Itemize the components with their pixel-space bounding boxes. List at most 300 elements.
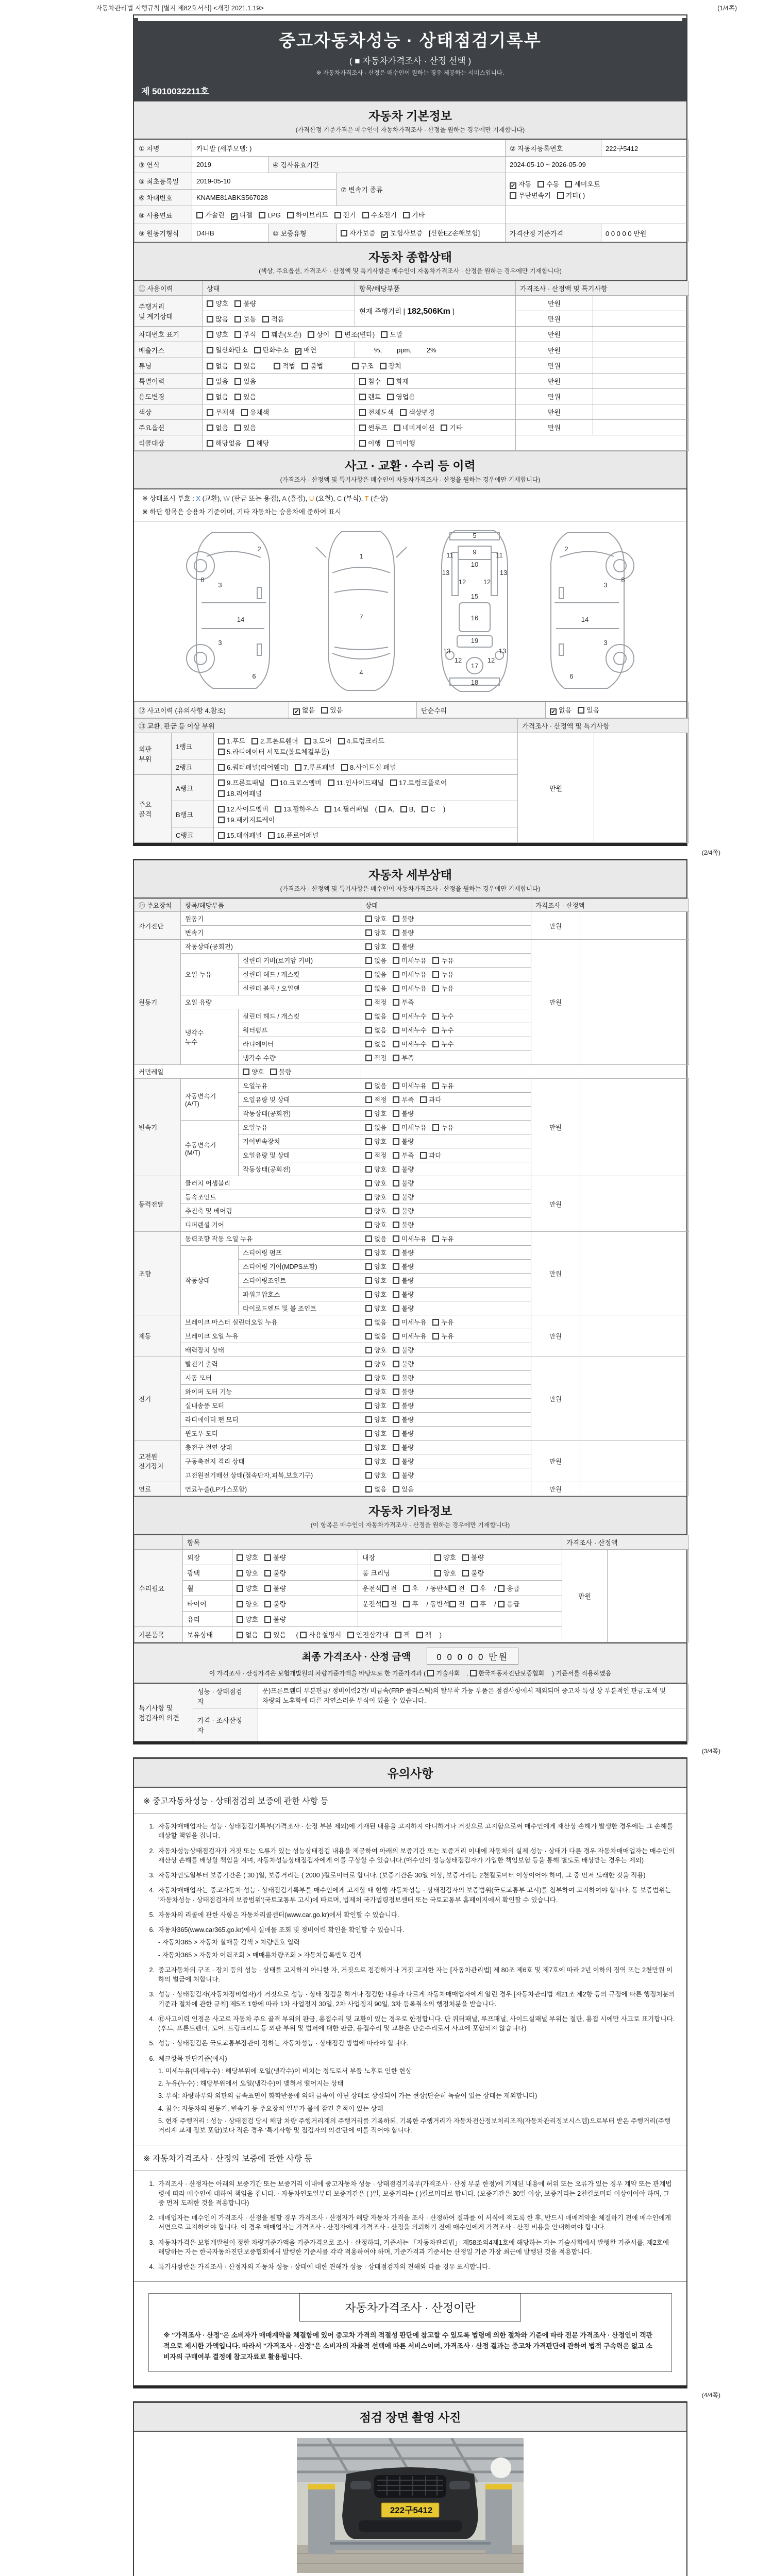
checkbox-option[interactable]: 양호 [237,1598,258,1609]
checkbox-option[interactable]: 없음 [365,1122,386,1132]
checkbox-icon[interactable] [365,1486,372,1493]
checkbox-icon[interactable] [352,363,359,369]
checkbox-icon[interactable] [400,806,407,812]
checkbox-icon[interactable] [427,1670,434,1676]
checkbox-option[interactable]: 불량 [393,1303,414,1313]
checkbox-icon[interactable] [393,1458,399,1465]
checkbox-icon[interactable] [393,1347,399,1353]
checkbox-option[interactable]: 미세누유 [393,1331,426,1341]
checkbox-option[interactable]: 양호 [365,1289,386,1299]
checkbox-option[interactable]: 없음 [237,1629,258,1640]
checkbox-option[interactable]: 수소전기 [362,209,397,220]
checkbox-option[interactable]: 불량 [393,1456,414,1466]
checkbox-icon[interactable] [393,1291,399,1298]
checkbox-option[interactable]: 양호 [365,1303,386,1313]
checkbox-option[interactable]: 양호 [365,1470,386,1480]
checkbox-icon[interactable] [247,440,254,447]
checkbox-option[interactable]: 부식 [234,329,256,340]
checkbox-icon[interactable] [393,943,399,950]
checkbox-icon[interactable] [262,316,269,323]
checkbox-option[interactable]: 일산화탄소 [207,344,248,355]
checkbox-option[interactable]: 양호 [365,1136,386,1146]
checkbox-option[interactable]: 불량 [393,1414,414,1425]
checkbox-icon[interactable] [393,1263,399,1270]
checkbox-icon[interactable] [365,1152,372,1159]
checkbox-icon[interactable] [262,331,269,338]
checkbox-option[interactable]: 불량 [393,1386,414,1397]
checkbox-icon[interactable] [234,378,241,385]
checkbox-icon[interactable] [365,916,372,922]
checkbox-icon[interactable] [234,425,241,431]
checkbox-option[interactable]: 양호 [365,1192,386,1202]
checkbox-icon[interactable] [393,1319,399,1326]
checkbox-icon[interactable] [441,425,447,431]
checked-checkbox-icon[interactable] [293,708,300,715]
checkbox-option[interactable]: 부족 [393,997,414,1007]
checkbox-icon[interactable] [365,985,372,992]
checkbox-icon[interactable] [432,1333,439,1340]
checkbox-option[interactable]: 양호 [365,941,386,952]
checkbox-option[interactable]: 불량 [393,1108,414,1118]
checkbox-option[interactable]: 한국자동차진단보증협회 [470,1668,545,1678]
checkbox-option[interactable]: 적정 [365,1053,386,1063]
checkbox-icon[interactable] [207,347,213,353]
checkbox-icon[interactable] [432,971,439,978]
checkbox-icon[interactable] [393,999,399,1006]
checkbox-icon[interactable] [237,1570,243,1577]
checkbox-option[interactable]: 누수 [432,1039,453,1049]
checkbox-icon[interactable] [379,806,385,812]
checkbox-icon[interactable] [432,1041,439,1047]
checkbox-icon[interactable] [268,832,275,839]
checkbox-icon[interactable] [393,1472,399,1479]
checkbox-option[interactable]: 세미오토 [565,178,600,189]
checkbox-option[interactable]: 양호 [365,1414,386,1425]
checkbox-option[interactable]: 없음 [207,376,228,386]
checkbox-option[interactable]: 탄화수소 [254,344,289,355]
checkbox-icon[interactable] [393,1027,399,1033]
checked-checkbox-icon[interactable] [295,348,301,355]
checkbox-option[interactable]: 양호 [434,1552,456,1563]
checkbox-icon[interactable] [234,300,241,307]
checkbox-icon[interactable] [264,1601,271,1607]
checkbox-icon[interactable] [387,394,394,400]
checked-checkbox-icon[interactable] [550,708,557,715]
checkbox-icon[interactable] [393,1430,399,1437]
checkbox-icon[interactable] [287,212,294,218]
checkbox-icon[interactable] [393,1416,399,1423]
checkbox-icon[interactable] [382,1601,389,1607]
checkbox-icon[interactable] [334,212,341,218]
checkbox-option[interactable]: 없음 [207,391,228,402]
checkbox-icon[interactable] [578,707,584,714]
checkbox-option[interactable]: 누유 [432,969,453,979]
checkbox-icon[interactable] [237,1616,243,1623]
checkbox-option[interactable]: 화재 [387,376,409,386]
checkbox-option[interactable]: 1.후드 [218,735,245,746]
checkbox-icon[interactable] [264,1585,271,1592]
checkbox-icon[interactable] [365,1319,372,1326]
checkbox-icon[interactable] [393,1055,399,1061]
checkbox-icon[interactable] [393,1180,399,1187]
checkbox-icon[interactable] [325,806,331,812]
checkbox-icon[interactable] [218,764,225,771]
checkbox-option[interactable]: 불량 [393,1261,414,1272]
checkbox-icon[interactable] [234,316,241,323]
checkbox-option[interactable]: 불량 [264,1614,286,1624]
checkbox-icon[interactable] [341,764,348,771]
checkbox-icon[interactable] [365,971,372,978]
checkbox-icon[interactable] [207,300,213,307]
checkbox-option[interactable]: 양호 [365,1386,386,1397]
checkbox-icon[interactable] [237,1601,243,1607]
checkbox-option[interactable]: 불량 [393,1428,414,1438]
checkbox-icon[interactable] [300,1632,307,1638]
checkbox-option[interactable]: 불량 [393,1178,414,1188]
checkbox-icon[interactable] [207,331,213,338]
checkbox-option[interactable]: 전 [382,1598,397,1609]
checkbox-option[interactable]: 전 [449,1583,465,1594]
checkbox-icon[interactable] [432,1082,439,1089]
checkbox-option[interactable]: 불량 [264,1552,286,1563]
checkbox-icon[interactable] [432,1235,439,1242]
checkbox-option[interactable]: 후 [471,1598,486,1609]
checkbox-option[interactable]: 양호 [365,1456,386,1466]
checkbox-option[interactable]: 전 [449,1598,465,1609]
checkbox-option[interactable]: 적정 [365,1150,386,1160]
checkbox-option[interactable]: 없음 [365,1039,386,1049]
checkbox-icon[interactable] [328,779,334,786]
checkbox-option[interactable]: 미세누유 [393,955,426,965]
checkbox-option[interactable]: 안전삼각대 [347,1629,389,1640]
checkbox-option[interactable]: 9.프론트패널 [218,777,265,788]
checkbox-icon[interactable] [387,440,394,447]
checkbox-option[interactable]: 변조(변타) [335,329,375,340]
checkbox-option[interactable]: 불법 [301,360,323,371]
checkbox-icon[interactable] [264,1554,271,1561]
checkbox-option[interactable]: 기타 [441,422,462,433]
checkbox-icon[interactable] [362,212,369,218]
checkbox-option[interactable]: 불량 [393,1247,414,1258]
checkbox-option[interactable]: 양호 [237,1552,258,1563]
checkbox-icon[interactable] [381,331,388,338]
checkbox-icon[interactable] [264,1570,271,1577]
checkbox-icon[interactable] [365,1124,372,1131]
checkbox-icon[interactable] [359,409,366,416]
checkbox-option[interactable]: 미이행 [387,437,415,448]
checkbox-icon[interactable] [359,440,366,447]
checkbox-option[interactable]: 12.사이드멤버 [218,803,268,814]
checkbox-option[interactable]: 불량 [234,298,256,309]
checkbox-icon[interactable] [237,1554,243,1561]
checkbox-icon[interactable] [359,394,366,400]
checkbox-option[interactable]: 불량 [393,1442,414,1452]
checkbox-option[interactable]: 유채색 [241,406,270,417]
checkbox-icon[interactable] [365,1472,372,1479]
checkbox-option[interactable]: 가솔린 [196,209,225,220]
price-appraisal-select[interactable]: ( ■ 자동차가격조사 · 산정 선택 ) [349,56,472,66]
checkbox-icon[interactable] [537,181,544,188]
checkbox-option[interactable]: 17.트렁크플로어 [390,777,447,788]
checkbox-option[interactable]: 10.크로스멤버 [271,777,322,788]
checkbox-option[interactable]: 침수 [359,376,381,386]
checkbox-icon[interactable] [403,1585,410,1592]
checkbox-icon[interactable] [365,1110,372,1117]
checkbox-icon[interactable] [359,378,366,385]
checkbox-option[interactable]: ✔ 매연 [295,344,316,355]
checkbox-icon[interactable] [341,230,347,236]
checkbox-icon[interactable] [234,363,241,369]
checkbox-icon[interactable] [251,738,258,744]
checkbox-icon[interactable] [218,817,225,823]
checkbox-icon[interactable] [270,1069,277,1075]
checkbox-icon[interactable] [365,1222,372,1228]
checkbox-option[interactable]: 미세누유 [393,969,426,979]
checkbox-option[interactable]: 없음 [365,1011,386,1021]
checkbox-icon[interactable] [395,1632,401,1638]
checkbox-option[interactable]: 8.사이드실 패널 [341,761,396,772]
checkbox-icon[interactable] [393,1388,399,1395]
checked-checkbox-icon[interactable] [231,213,238,220]
checkbox-icon[interactable] [365,1235,372,1242]
checkbox-icon[interactable] [393,1082,399,1089]
checkbox-icon[interactable] [218,738,225,744]
checkbox-icon[interactable] [275,806,281,812]
checkbox-option[interactable]: 적정 [365,1094,386,1105]
checkbox-option[interactable]: 누유 [432,1331,453,1341]
checkbox-option[interactable]: 7.루프패널 [295,761,335,772]
checkbox-option[interactable]: 없음 [365,1080,386,1091]
checkbox-option[interactable]: 불량 [393,913,414,924]
checkbox-option[interactable]: B, [400,805,415,814]
checkbox-icon[interactable] [365,1291,372,1298]
checkbox-option[interactable]: 양호 [365,1275,386,1285]
checkbox-option[interactable]: 부족 [393,1150,414,1160]
checkbox-option[interactable]: 후 [403,1583,418,1594]
checkbox-icon[interactable] [393,1486,399,1493]
checkbox-option[interactable]: 양호 [365,1247,386,1258]
checkbox-option[interactable]: 4.트렁크리드 [338,735,385,746]
checkbox-option[interactable]: 양호 [365,1164,386,1174]
checkbox-option[interactable]: 도말 [381,329,402,340]
checkbox-icon[interactable] [393,957,399,964]
checkbox-icon[interactable] [365,1375,372,1381]
checkbox-icon[interactable] [359,425,366,431]
checkbox-icon[interactable] [207,378,213,385]
checkbox-option[interactable]: LPG [259,211,281,219]
checkbox-icon[interactable] [365,1055,372,1061]
checkbox-icon[interactable] [393,1013,399,1020]
checkbox-icon[interactable] [365,1361,372,1367]
checkbox-icon[interactable] [365,1333,372,1340]
checkbox-icon[interactable] [432,957,439,964]
checkbox-option[interactable]: 6.쿼터패널(리어휀더) [218,761,289,772]
checkbox-icon[interactable] [234,394,241,400]
checkbox-icon[interactable] [393,971,399,978]
checkbox-option[interactable]: 양호 [207,329,228,340]
checkbox-option[interactable]: 해당없음 [207,437,241,448]
checkbox-option[interactable]: 누유 [432,1122,453,1132]
checkbox-icon[interactable] [365,1249,372,1256]
checkbox-option[interactable]: 과다 [420,1150,441,1160]
checkbox-option[interactable]: 하이브리드 [287,209,328,220]
checkbox-option[interactable]: 렌트 [359,391,381,402]
checkbox-icon[interactable] [365,1347,372,1353]
checkbox-option[interactable]: 불량 [393,1345,414,1355]
checkbox-option[interactable]: 네비게이션 [394,422,435,433]
checkbox-option[interactable]: 많음 [207,313,228,324]
checkbox-icon[interactable] [498,1585,505,1592]
checkbox-icon[interactable] [196,212,203,218]
checkbox-option[interactable]: ✔ 없음 [293,704,315,716]
checkbox-icon[interactable] [365,929,372,936]
checkbox-option[interactable]: 미세누유 [393,1122,426,1132]
checkbox-option[interactable]: 누수 [432,1025,453,1035]
checkbox-icon[interactable] [403,1601,410,1607]
checkbox-icon[interactable] [347,1632,354,1638]
checkbox-option[interactable]: 불량 [462,1567,484,1578]
checkbox-option[interactable]: 훼손(오손) [262,329,301,340]
checkbox-icon[interactable] [393,1208,399,1214]
checkbox-icon[interactable] [393,1152,399,1159]
checkbox-option[interactable]: 3.도어 [305,735,332,746]
checkbox-option[interactable]: 응급 [498,1583,519,1594]
checkbox-option[interactable]: ✔ 디젤 [231,209,253,221]
checkbox-option[interactable]: 누수 [432,1011,453,1021]
checkbox-icon[interactable] [393,1249,399,1256]
checkbox-icon[interactable] [462,1554,469,1561]
checkbox-option[interactable]: 불량 [393,941,414,952]
checkbox-option[interactable]: 양호 [365,1178,386,1188]
checkbox-option[interactable]: 과다 [420,1094,441,1105]
checkbox-option[interactable]: 구조 [352,360,374,371]
checkbox-option[interactable]: 전기 [334,209,356,220]
checkbox-option[interactable]: 누유 [432,955,453,965]
checkbox-option[interactable]: 이행 [359,437,381,448]
checkbox-icon[interactable] [365,1194,372,1200]
checkbox-option[interactable]: 적음 [262,313,284,324]
checkbox-icon[interactable] [420,1152,427,1159]
checkbox-icon[interactable] [393,1041,399,1047]
checkbox-option[interactable]: 후 [471,1583,486,1594]
checkbox-icon[interactable] [365,1027,372,1033]
checkbox-option[interactable]: 있음 [393,1484,414,1494]
checkbox-icon[interactable] [462,1570,469,1577]
checkbox-option[interactable]: 적정 [365,997,386,1007]
checkbox-icon[interactable] [365,1402,372,1409]
checkbox-option[interactable]: 양호 [365,1261,386,1272]
checkbox-option[interactable]: 양호 [365,1206,386,1216]
checkbox-option[interactable]: 양호 [237,1567,258,1578]
checkbox-option[interactable]: 있음 [264,1629,286,1640]
checkbox-icon[interactable] [234,331,241,338]
checkbox-icon[interactable] [365,1208,372,1214]
checkbox-icon[interactable] [365,999,372,1006]
checkbox-option[interactable]: 양호 [243,1066,264,1077]
checkbox-icon[interactable] [434,1570,441,1577]
checkbox-icon[interactable] [207,409,213,416]
checkbox-option[interactable]: 없음 [365,1484,386,1494]
checkbox-icon[interactable] [365,1263,372,1270]
checkbox-option[interactable]: 기술사회 [427,1668,460,1678]
checkbox-icon[interactable] [264,1616,271,1623]
checkbox-option[interactable]: 누유 [432,1080,453,1091]
checkbox-icon[interactable] [393,1110,399,1117]
checkbox-icon[interactable] [264,1632,271,1638]
checkbox-option[interactable]: ✔자동 [510,178,531,190]
checkbox-icon[interactable] [207,440,213,447]
checkbox-option[interactable]: 누유 [432,1317,453,1327]
checkbox-icon[interactable] [470,1670,477,1676]
checkbox-option[interactable]: 없음 [365,1233,386,1244]
checkbox-option[interactable]: 누유 [432,983,453,993]
checkbox-option[interactable]: 미세누유 [393,1233,426,1244]
checkbox-option[interactable]: 양호 [365,1108,386,1118]
checkbox-option[interactable]: 썬루프 [359,422,388,433]
checkbox-icon[interactable] [365,1305,372,1312]
checkbox-icon[interactable] [394,425,400,431]
checkbox-option[interactable]: 영업용 [387,391,415,402]
checkbox-icon[interactable] [365,1444,372,1451]
checkbox-option[interactable]: 양호 [365,1442,386,1452]
checkbox-option[interactable]: 기타 [403,209,425,220]
checkbox-icon[interactable] [207,425,213,431]
checkbox-icon[interactable] [365,1013,372,1020]
checkbox-icon[interactable] [422,806,428,812]
checkbox-icon[interactable] [432,1319,439,1326]
checkbox-option[interactable]: 불량 [393,1275,414,1285]
checkbox-icon[interactable] [365,1458,372,1465]
checkbox-icon[interactable] [365,1416,372,1423]
checkbox-option[interactable]: 미세누수 [393,1039,426,1049]
checkbox-icon[interactable] [565,181,572,188]
checkbox-icon[interactable] [393,1444,399,1451]
checkbox-option[interactable]: 적법 [274,360,295,371]
checkbox-option[interactable]: 불량 [264,1598,286,1609]
checkbox-option[interactable]: 불량 [393,1359,414,1369]
checkbox-option[interactable]: A, [379,805,394,814]
checkbox-option[interactable]: 있음 [234,376,256,386]
checkbox-option[interactable]: 미세누유 [393,983,426,993]
checkbox-icon[interactable] [308,331,314,338]
checkbox-option[interactable]: 미세누수 [393,1011,426,1021]
checkbox-option[interactable]: 불량 [393,1164,414,1174]
checkbox-icon[interactable] [365,1096,372,1103]
checkbox-option[interactable]: 불량 [264,1583,286,1594]
checkbox-option[interactable]: ✔ 보험사보증 [381,227,423,239]
checkbox-icon[interactable] [295,764,301,771]
checkbox-icon[interactable] [420,1096,427,1103]
checkbox-option[interactable]: 후 [403,1598,418,1609]
checkbox-option[interactable]: 불량 [393,1400,414,1411]
checkbox-icon[interactable] [335,331,342,338]
checkbox-option[interactable]: 전 [382,1583,397,1594]
checkbox-icon[interactable] [471,1601,478,1607]
checkbox-option[interactable]: 불량 [393,927,414,938]
checkbox-option[interactable]: 불량 [264,1567,286,1578]
checkbox-icon[interactable] [393,1402,399,1409]
checkbox-option[interactable]: 19.패키지트레이 [218,814,275,825]
checkbox-option[interactable]: 있음 [234,391,256,402]
checkbox-option[interactable]: 없음 [365,969,386,979]
checkbox-icon[interactable] [338,738,345,744]
checkbox-option[interactable]: 부족 [393,1094,414,1105]
checkbox-option[interactable]: 16.플로어패널 [268,829,318,840]
checkbox-icon[interactable] [243,1069,249,1075]
checked-checkbox-icon[interactable] [381,231,388,238]
checkbox-option[interactable]: 상이 [308,329,329,340]
checkbox-option[interactable]: 13.휠하우스 [275,803,318,814]
